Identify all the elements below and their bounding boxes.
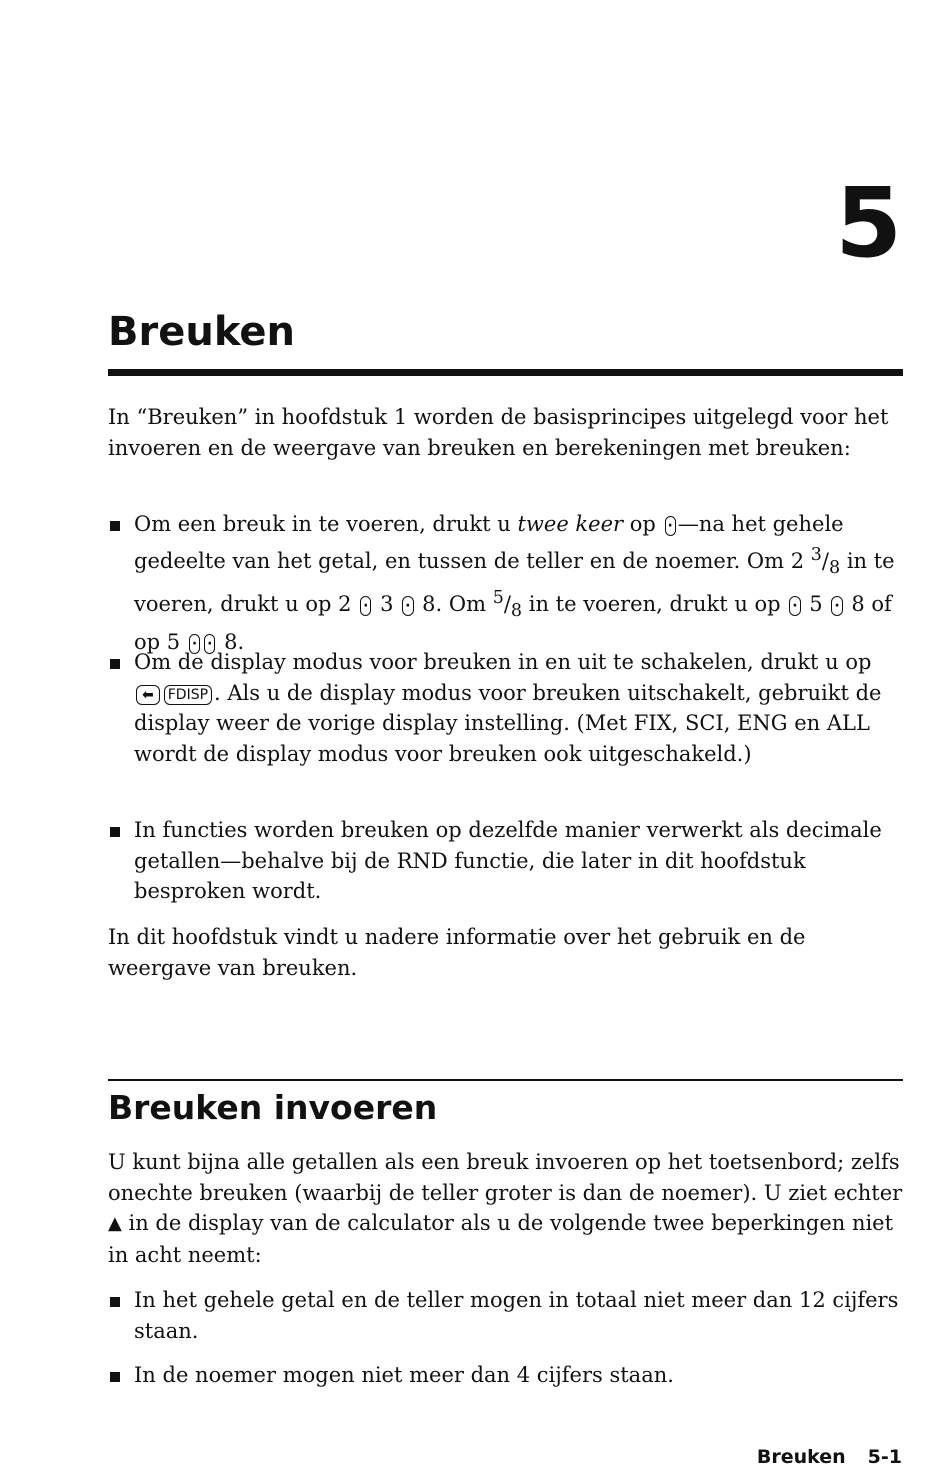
list-item <box>108 509 903 657</box>
bullet-text: In de noemer mogen niet meer dan 4 cijfers staan. <box>134 1363 674 1387</box>
bullet-marker <box>110 1372 120 1382</box>
intro-paragraph: In “Breuken” in hoofdstuk 1 worden de basisprincipes uitgelegd voor het invoeren en de weergave van breuken en berekeningen met breuken: <box>108 405 889 460</box>
bullet-text: In het gehele getal en de teller mogen in totaal niet meer dan 12 cijfers staan. <box>134 1288 899 1343</box>
decimal-key: · <box>402 596 413 616</box>
page-number: 5-1 <box>867 1446 902 1468</box>
list-item <box>108 815 903 907</box>
decimal-key: · <box>831 596 842 616</box>
list-item <box>108 647 903 769</box>
chapter-title: Breuken <box>108 309 295 355</box>
decimal-key: · <box>789 596 800 616</box>
bullet-marker <box>110 521 120 531</box>
chapter-number: 5 <box>835 167 902 279</box>
bullet-marker <box>110 1297 120 1307</box>
bullet-marker <box>110 827 120 837</box>
section-title: Breuken invoeren <box>108 1088 438 1127</box>
title-rule <box>108 369 903 376</box>
decimal-key: · <box>360 596 371 616</box>
decimal-key: · <box>665 516 676 536</box>
left-shift-key: ⬅ <box>136 685 160 705</box>
bullet-text: In functies worden breuken op dezelfde manier verwerkt als decimale getallen—behalve bij de RND functie, die later in dit hoofdstuk besproken wordt. <box>134 818 882 903</box>
footer-title: Breuken <box>756 1446 846 1468</box>
bullet-text: Om de display modus voor breuken in en uit te schakelen, drukt u op ⬅ FDISP . Als u de display modus voor breuken uitschakelt, gebruikt de display weer de vorige display instelling. (Met FIX, SCI, ENG en ALL wordt de display modus voor breuken ook uitgeschakeld.) <box>134 650 882 766</box>
decimal-key: · <box>204 634 215 654</box>
warning-icon: ▲ <box>108 1213 122 1234</box>
list-item <box>108 1360 903 1391</box>
bullet-text: Om een breuk in te voeren, drukt u twee keer op · —na het gehele gedeelte van het getal, en tussen de teller en de noemer. Om 2 $^3/_8$ in te voeren, drukt u op 2 · 3 · 8. Om $^5/_8$ in te voeren, drukt u op · 5 · 8 of op 5 · · 8. <box>134 512 895 654</box>
fdisp-key: FDISP <box>164 685 212 705</box>
list-item <box>108 1285 903 1346</box>
page-footer <box>757 1446 902 1468</box>
bullet-marker <box>110 659 120 669</box>
section-paragraph: U kunt bijna alle getallen als een breuk invoeren op het toetsenbord; zelfs onechte breuken (waarbij de teller groter is dan de noemer). U ziet echter ▲ in de display van de calculator als u de volgende twee beperkingen niet in acht neemt: <box>108 1150 903 1267</box>
decimal-key: · <box>189 634 200 654</box>
section-rule <box>108 1079 903 1081</box>
paragraph: In dit hoofdstuk vindt u nadere informatie over het gebruik en de weergave van breuken. <box>108 925 806 980</box>
